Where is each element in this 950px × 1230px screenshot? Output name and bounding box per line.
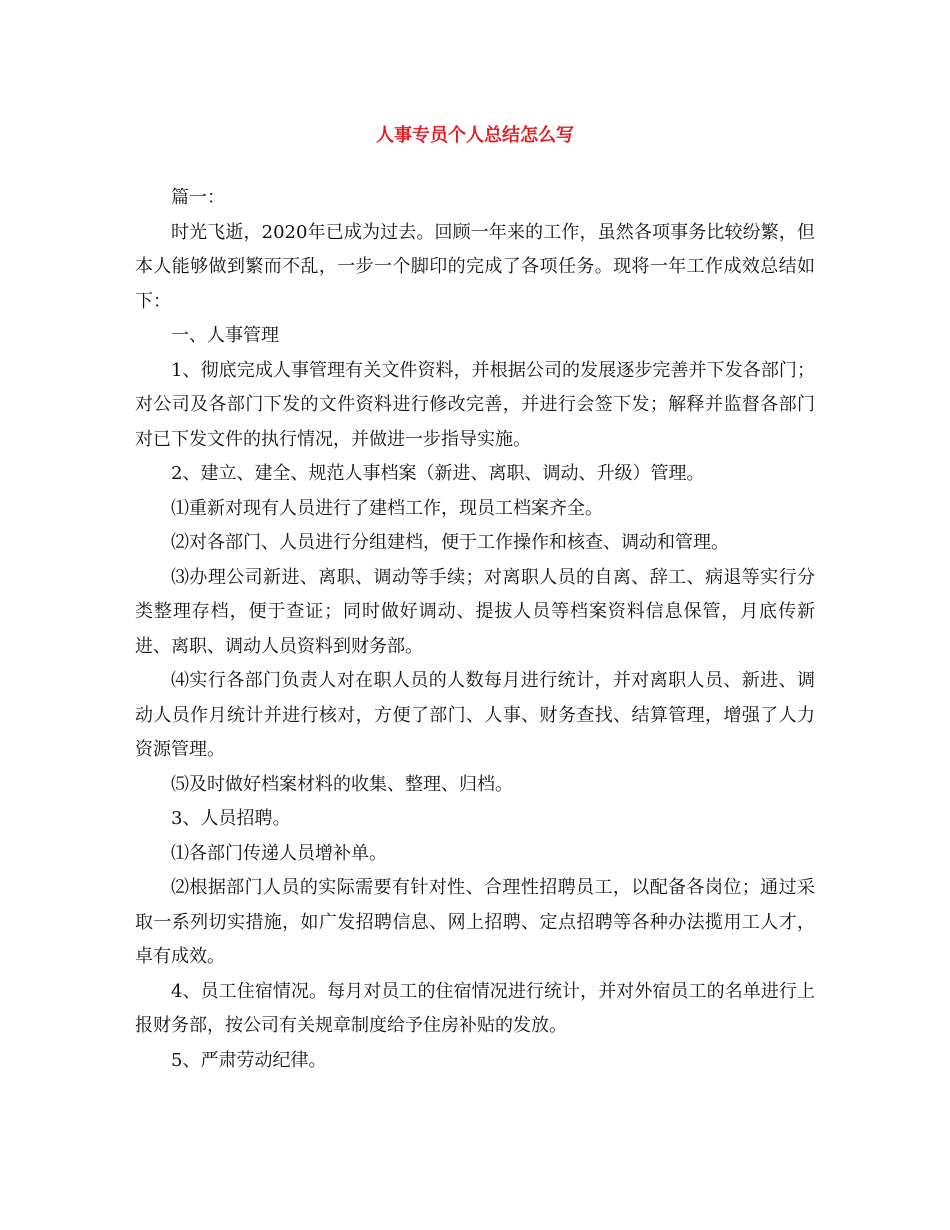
paragraph-subitem-2-3: ⑶办理公司新进、离职、调动等手续；对离职人员的自离、辞工、病退等实行分类整理存档，便于查证；同时做好调动、提拔人员等档案资料信息保管，月底传新进、离职、调动人员资料到财务部。	[135, 566, 815, 657]
paragraph-intro: 时光飞逝，2020年已成为过去。回顾一年来的工作，虽然各项事务比较纷繁，但本人能够做到繁而不乱，一步一个脚印的完成了各项任务。现将一年工作成效总结如下：	[135, 221, 815, 312]
paragraph-item-1: 1、彻底完成人事管理有关文件资料，并根据公司的发展逐步完善并下发各部门；对公司及各部门下发的文件资料进行修改完善，并进行会签下发；解释并监督各部门对已下发文件的执行情况，并做进一步指导实施。	[135, 359, 815, 450]
paragraph-item-5: 5、严肃劳动纪律。	[171, 1049, 327, 1071]
paragraph-subitem-2-1: ⑴重新对现有人员进行了建档工作，现员工档案齐全。	[171, 497, 603, 519]
paragraph-subitem-3-2: ⑵根据部门人员的实际需要有针对性、合理性招聘员工，以配备各岗位；通过采取一系列切实措施，如广发招聘信息、网上招聘、定点招聘等各种办法揽用工人才，卓有成效。	[135, 877, 815, 967]
heading-hr-management: 一、人事管理	[171, 325, 279, 346]
paragraph-subitem-2-4: ⑷实行各部门负责人对在职人员的人数每月进行统计，并对离职人员、新进、调动人员作月统计并进行核对，方便了部门、人事、财务查找、结算管理，增强了人力资源管理。	[135, 670, 815, 760]
paragraph-item-3: 3、人员招聘。	[171, 808, 291, 829]
document-title: 人事专员个人总结怎么写	[376, 125, 574, 146]
paragraph-subitem-2-2: ⑵对各部门、人员进行分组建档，便于工作操作和核查、调动和管理。	[171, 532, 729, 553]
document-body	[135, 181, 815, 1078]
paragraph-section-label: 篇一：	[171, 187, 225, 208]
paragraph-subitem-3-1: ⑴各部门传递人员增补单。	[171, 842, 387, 864]
paragraph-item-2: 2、建立、建全、规范人事档案（新进、离职、调动、升级）管理。	[171, 463, 705, 484]
paragraph-subitem-2-5: ⑸及时做好档案材料的收集、整理、归档。	[171, 773, 513, 795]
paragraph-item-4: 4、员工住宿情况。每月对员工的住宿情况进行统计，并对外宿员工的名单进行上报财务部，按公司有关规章制度给予住房补贴的发放。	[135, 980, 815, 1036]
